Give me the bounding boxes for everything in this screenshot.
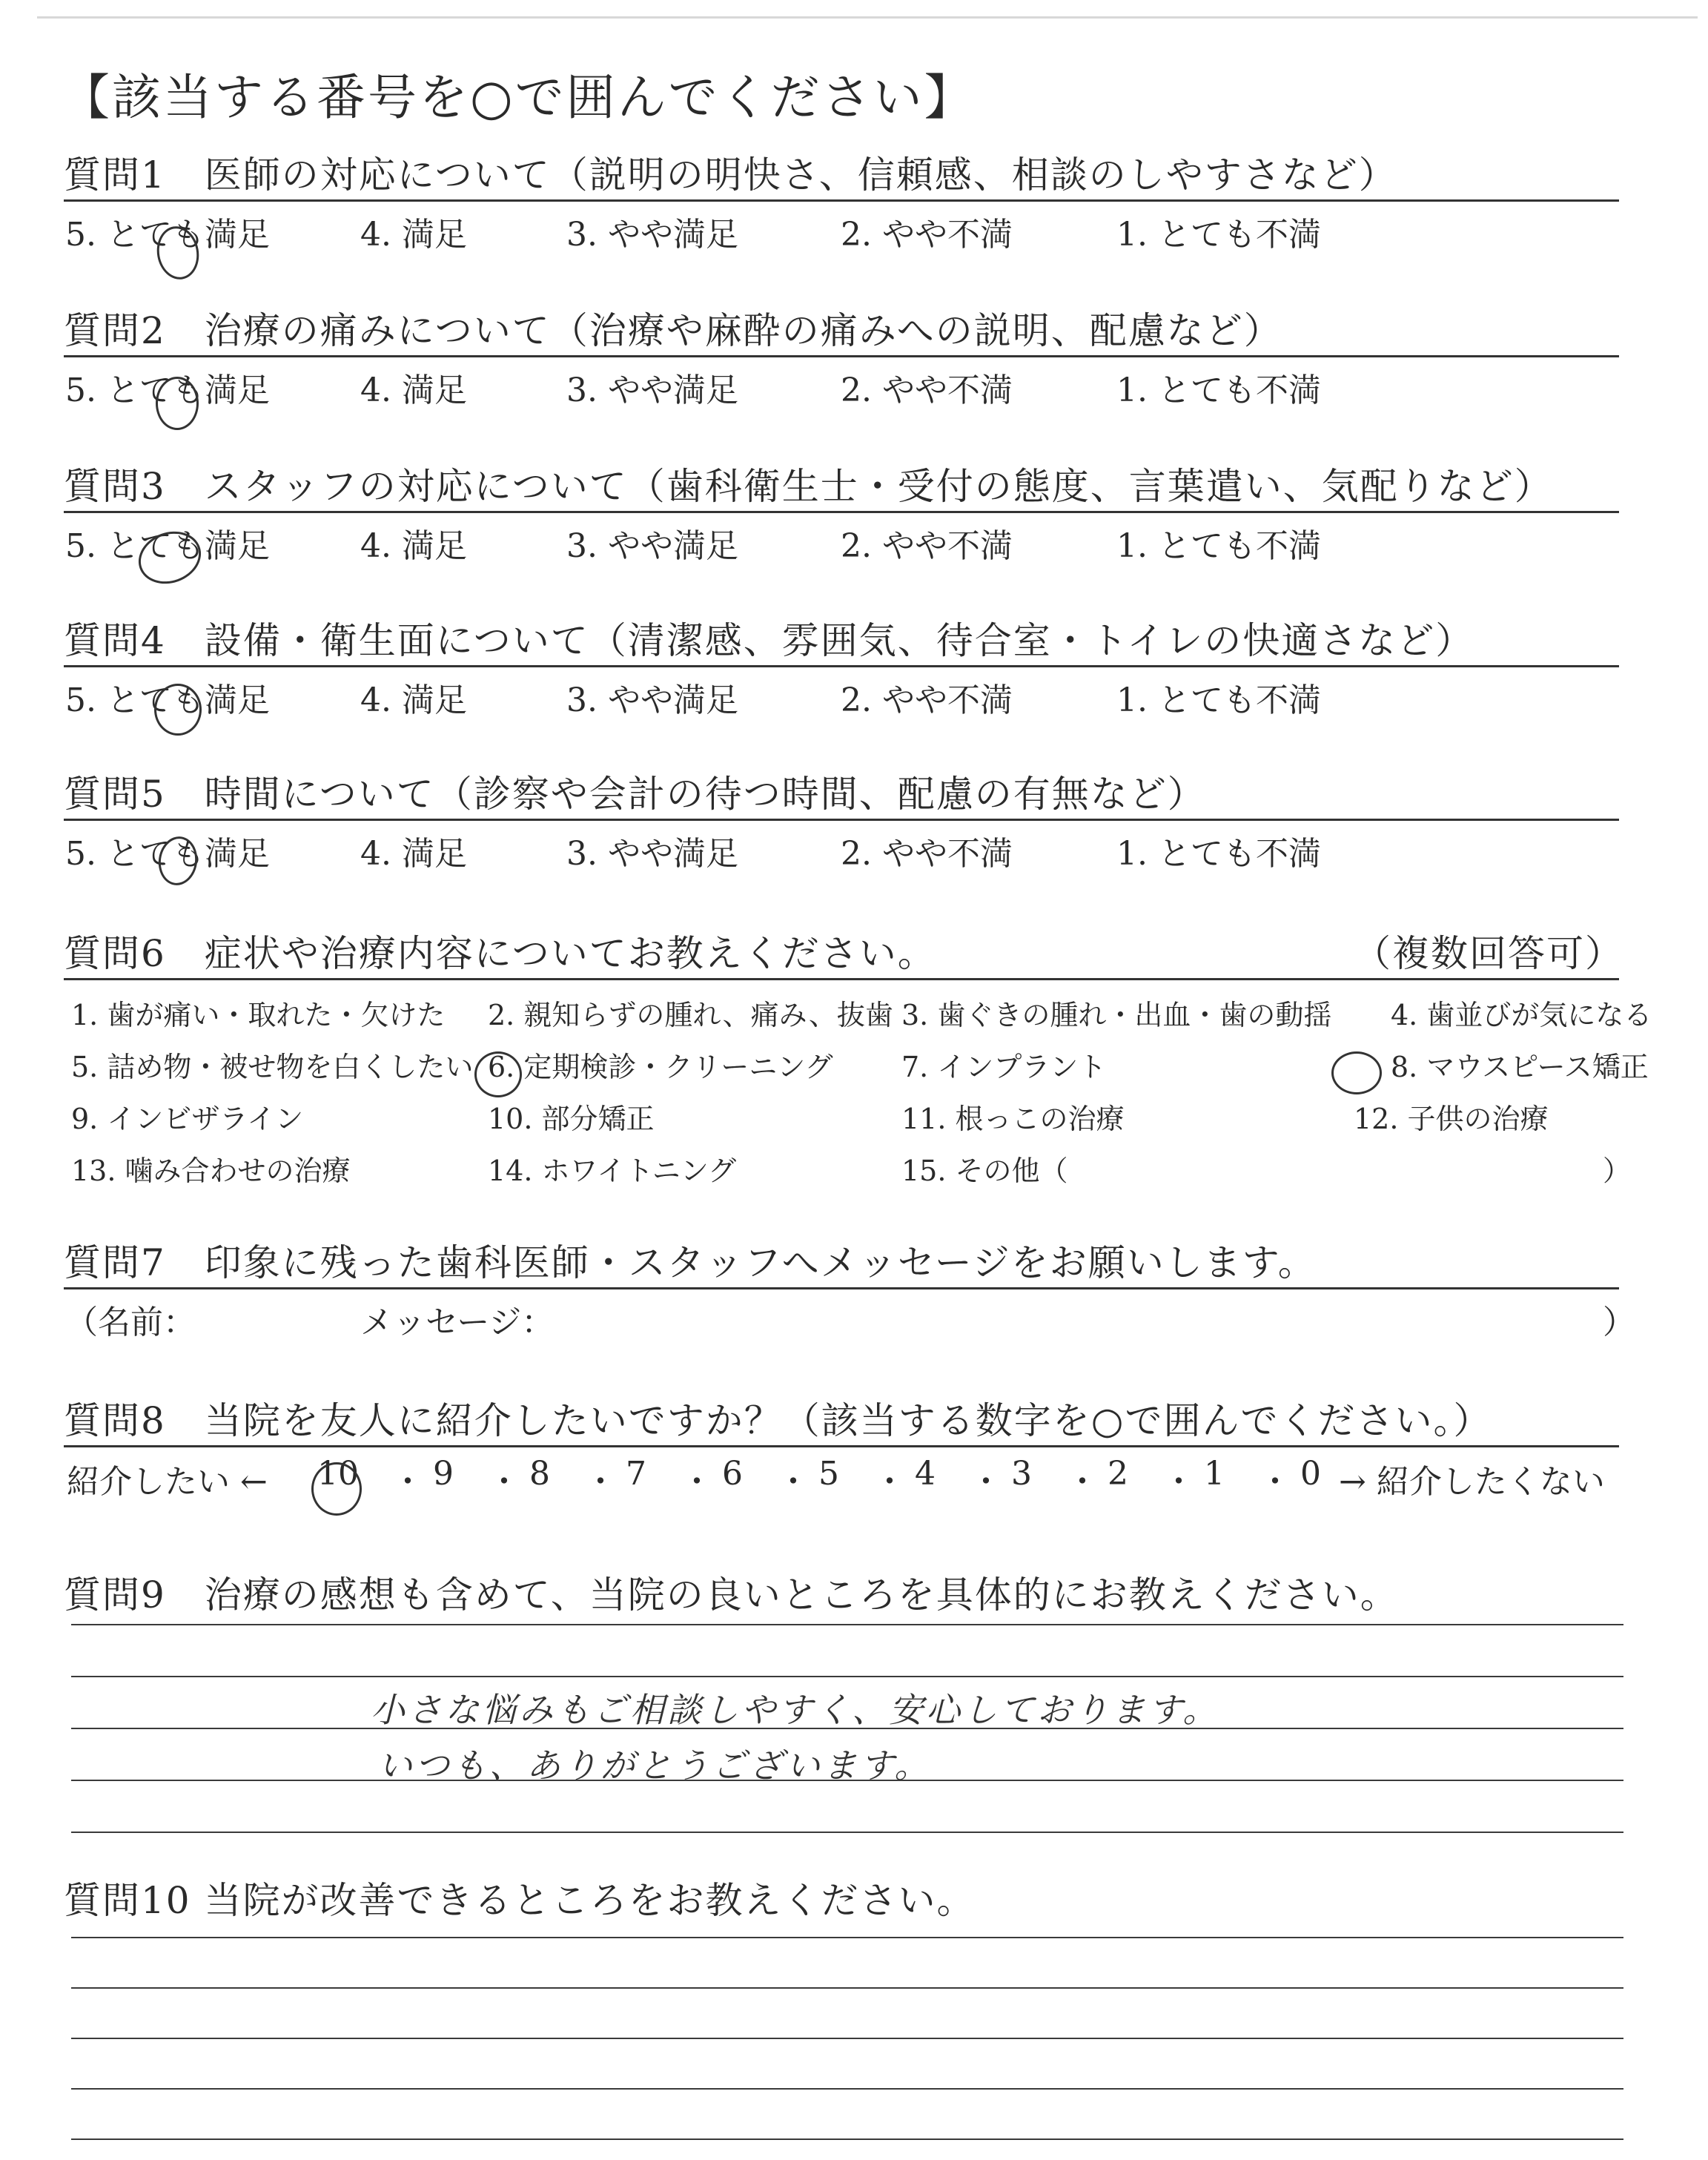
question-10 xyxy=(64,1877,1621,1923)
scale-value[interactable]: 7 xyxy=(626,1455,646,1493)
scale-value[interactable]: 8 xyxy=(529,1455,550,1493)
option-somewhat-dissatisfied[interactable]: 2. やや不満 xyxy=(841,527,1013,565)
rating-options xyxy=(64,513,1621,565)
recommend-scale xyxy=(64,1447,1621,1499)
option-item[interactable]: 4. 歯並びが気になる xyxy=(1391,999,1652,1031)
option-item[interactable]: 6. 定期検診・クリーニング xyxy=(488,1051,833,1083)
question-title xyxy=(64,931,1621,977)
option-very-satisfied[interactable]: 5. とても満足 xyxy=(65,216,270,254)
question-title: 質問1 医師の対応について（説明の明快さ、信頼感、相談のしやすさなど） xyxy=(64,153,1397,196)
handwritten-answer-line-2: いつも、ありがとうございます。 xyxy=(378,1745,932,1786)
scale-dot: ・ xyxy=(873,1463,906,1501)
option-somewhat-satisfied[interactable]: 3. やや満足 xyxy=(566,681,738,719)
question-title: 質問7 印象に残った歯科医師・スタッフへメッセージをお願いします。 xyxy=(64,1241,1317,1284)
message-row xyxy=(64,1289,1635,1341)
answer-line xyxy=(71,1937,1623,1938)
option-very-dissatisfied[interactable]: 1. とても不満 xyxy=(1116,681,1321,719)
scale-dot: ・ xyxy=(1162,1463,1195,1501)
option-somewhat-dissatisfied[interactable]: 2. やや不満 xyxy=(841,835,1013,873)
option-item[interactable]: 12. 子供の治療 xyxy=(1354,1103,1549,1135)
option-somewhat-dissatisfied[interactable]: 2. やや不満 xyxy=(841,216,1013,254)
question-title: 質問10 当院が改善できるところをお教えください。 xyxy=(64,1879,976,1922)
top-border xyxy=(37,16,1698,19)
name-label: （名前： xyxy=(65,1304,196,1341)
message-label[interactable]: メッセージ： xyxy=(360,1304,555,1341)
scale-value[interactable]: 1 xyxy=(1204,1455,1225,1493)
question-8 xyxy=(64,1398,1621,1499)
question-title: 質問5 時間について（診察や会計の待つ時間、配慮の有無など） xyxy=(64,773,1206,816)
answer-line xyxy=(71,1624,1623,1625)
answer-circle-q6-item6 xyxy=(474,1051,522,1097)
answer-line xyxy=(71,1676,1623,1677)
question-title: 質問3 スタッフの対応について（歯科衛生士・受付の態度、言葉遣い、気配りなど） xyxy=(64,465,1553,508)
option-satisfied[interactable]: 4. 満足 xyxy=(360,835,467,873)
question-title: 質問2 治療の痛みについて（治療や麻酔の痛みへの説明、配慮など） xyxy=(64,309,1282,352)
option-item-other[interactable]: 15. その他（ xyxy=(901,1155,1068,1187)
option-somewhat-satisfied[interactable]: 3. やや満足 xyxy=(566,527,738,565)
scale-value[interactable]: 3 xyxy=(1011,1455,1032,1493)
answer-line xyxy=(71,2138,1623,2140)
option-item[interactable]: 10. 部分矯正 xyxy=(488,1103,655,1135)
rating-options xyxy=(64,667,1621,719)
scale-left-label: 紹介したい ← xyxy=(67,1463,268,1501)
scale-value[interactable]: 6 xyxy=(722,1455,743,1493)
question-1 xyxy=(64,152,1621,254)
scale-value[interactable]: 2 xyxy=(1108,1455,1128,1493)
option-item[interactable]: 1. 歯が痛い・取れた・欠けた xyxy=(71,999,446,1031)
scale-dot: ・ xyxy=(681,1463,713,1501)
option-very-satisfied[interactable]: 5. とても満足 xyxy=(65,527,270,565)
option-very-dissatisfied[interactable]: 1. とても不満 xyxy=(1116,835,1321,873)
option-very-satisfied[interactable]: 5. とても満足 xyxy=(65,371,270,409)
scale-dot: ・ xyxy=(1259,1463,1291,1501)
answer-line xyxy=(71,2038,1623,2039)
option-somewhat-dissatisfied[interactable]: 2. やや不満 xyxy=(841,681,1013,719)
option-item[interactable]: 8. マウスピース矯正 xyxy=(1391,1051,1649,1083)
question-2 xyxy=(64,308,1621,409)
question-5 xyxy=(64,771,1621,873)
option-very-dissatisfied[interactable]: 1. とても不満 xyxy=(1116,527,1321,565)
option-satisfied[interactable]: 4. 満足 xyxy=(360,681,467,719)
question-6 xyxy=(64,931,1652,1195)
option-item[interactable]: 11. 根っこの治療 xyxy=(901,1103,1125,1135)
option-somewhat-satisfied[interactable]: 3. やや満足 xyxy=(566,835,738,873)
answer-line xyxy=(71,1832,1623,1833)
option-satisfied[interactable]: 4. 満足 xyxy=(360,527,467,565)
scale-right-label: → 紹介したくない xyxy=(1339,1463,1605,1501)
scale-dot: ・ xyxy=(970,1463,1002,1501)
option-satisfied[interactable]: 4. 満足 xyxy=(360,371,467,409)
rating-options xyxy=(64,202,1621,254)
option-very-satisfied[interactable]: 5. とても満足 xyxy=(65,835,270,873)
scale-value[interactable]: 10 xyxy=(317,1455,359,1493)
answer-line xyxy=(71,1987,1623,1989)
other-close-paren: ） xyxy=(1603,1155,1632,1187)
option-satisfied[interactable]: 4. 満足 xyxy=(360,216,467,254)
scale-dot: ・ xyxy=(1066,1463,1099,1501)
answer-circle-q4 xyxy=(154,684,202,736)
multiple-answers-note: （複数回答可） xyxy=(1354,932,1623,975)
question-title: 質問4 設備・衛生面について（清潔感、雰囲気、待合室・トイレの快適さなど） xyxy=(64,619,1474,662)
scale-value[interactable]: 4 xyxy=(915,1455,936,1493)
scale-value[interactable]: 9 xyxy=(433,1455,454,1493)
answer-circle-q8 xyxy=(311,1462,362,1516)
answer-circle-q2 xyxy=(156,377,199,430)
option-item[interactable]: 13. 噛み合わせの治療 xyxy=(71,1155,351,1187)
treatment-options xyxy=(64,980,1652,1195)
question-9 xyxy=(64,1572,1621,1618)
answer-line xyxy=(71,2088,1623,2090)
option-item[interactable]: 2. 親知らずの腫れ、痛み、抜歯 xyxy=(488,999,893,1031)
scale-dot: ・ xyxy=(488,1463,520,1501)
question-7 xyxy=(64,1240,1635,1341)
option-item[interactable]: 5. 詰め物・被せ物を白くしたい xyxy=(71,1051,474,1083)
handwritten-answer-line-1: 小さな悩みもご相談しやすく、安心しております。 xyxy=(371,1690,1220,1730)
option-item[interactable]: 9. インビザライン xyxy=(71,1103,304,1135)
question-title-text: 質問6 症状や治療内容についてお教えください。 xyxy=(64,932,936,975)
option-very-dissatisfied[interactable]: 1. とても不満 xyxy=(1116,371,1321,409)
scale-dot: ・ xyxy=(584,1463,617,1501)
scale-dot: ・ xyxy=(391,1463,424,1501)
scale-value[interactable]: 0 xyxy=(1300,1455,1321,1493)
question-title: 質問9 治療の感想も含めて、当院の良いところを具体的にお教えください。 xyxy=(64,1573,1399,1616)
message-close-paren: ） xyxy=(1603,1304,1635,1341)
option-somewhat-satisfied[interactable]: 3. やや満足 xyxy=(566,371,738,409)
form-header: 【該当する番号を○で囲んでください】 xyxy=(61,69,976,126)
rating-options xyxy=(64,357,1621,409)
question-title: 質問8 当院を友人に紹介したいですか？（該当する数字を○で囲んでください。） xyxy=(64,1399,1492,1442)
option-item[interactable]: 14. ホワイトニング xyxy=(488,1155,737,1187)
option-very-satisfied[interactable]: 5. とても満足 xyxy=(65,681,270,719)
option-very-dissatisfied[interactable]: 1. とても不満 xyxy=(1116,216,1321,254)
option-somewhat-dissatisfied[interactable]: 2. やや不満 xyxy=(841,371,1013,409)
scale-value[interactable]: 5 xyxy=(818,1455,839,1493)
answer-circle-q6-item8 xyxy=(1331,1051,1382,1094)
option-item[interactable]: 7. インプラント xyxy=(901,1051,1107,1083)
scale-dot: ・ xyxy=(777,1463,810,1501)
question-3 xyxy=(64,463,1621,565)
rating-options xyxy=(64,821,1621,873)
option-somewhat-satisfied[interactable]: 3. やや満足 xyxy=(566,216,738,254)
question-4 xyxy=(64,618,1621,719)
option-item[interactable]: 3. 歯ぐきの腫れ・出血・歯の動揺 xyxy=(901,999,1332,1031)
